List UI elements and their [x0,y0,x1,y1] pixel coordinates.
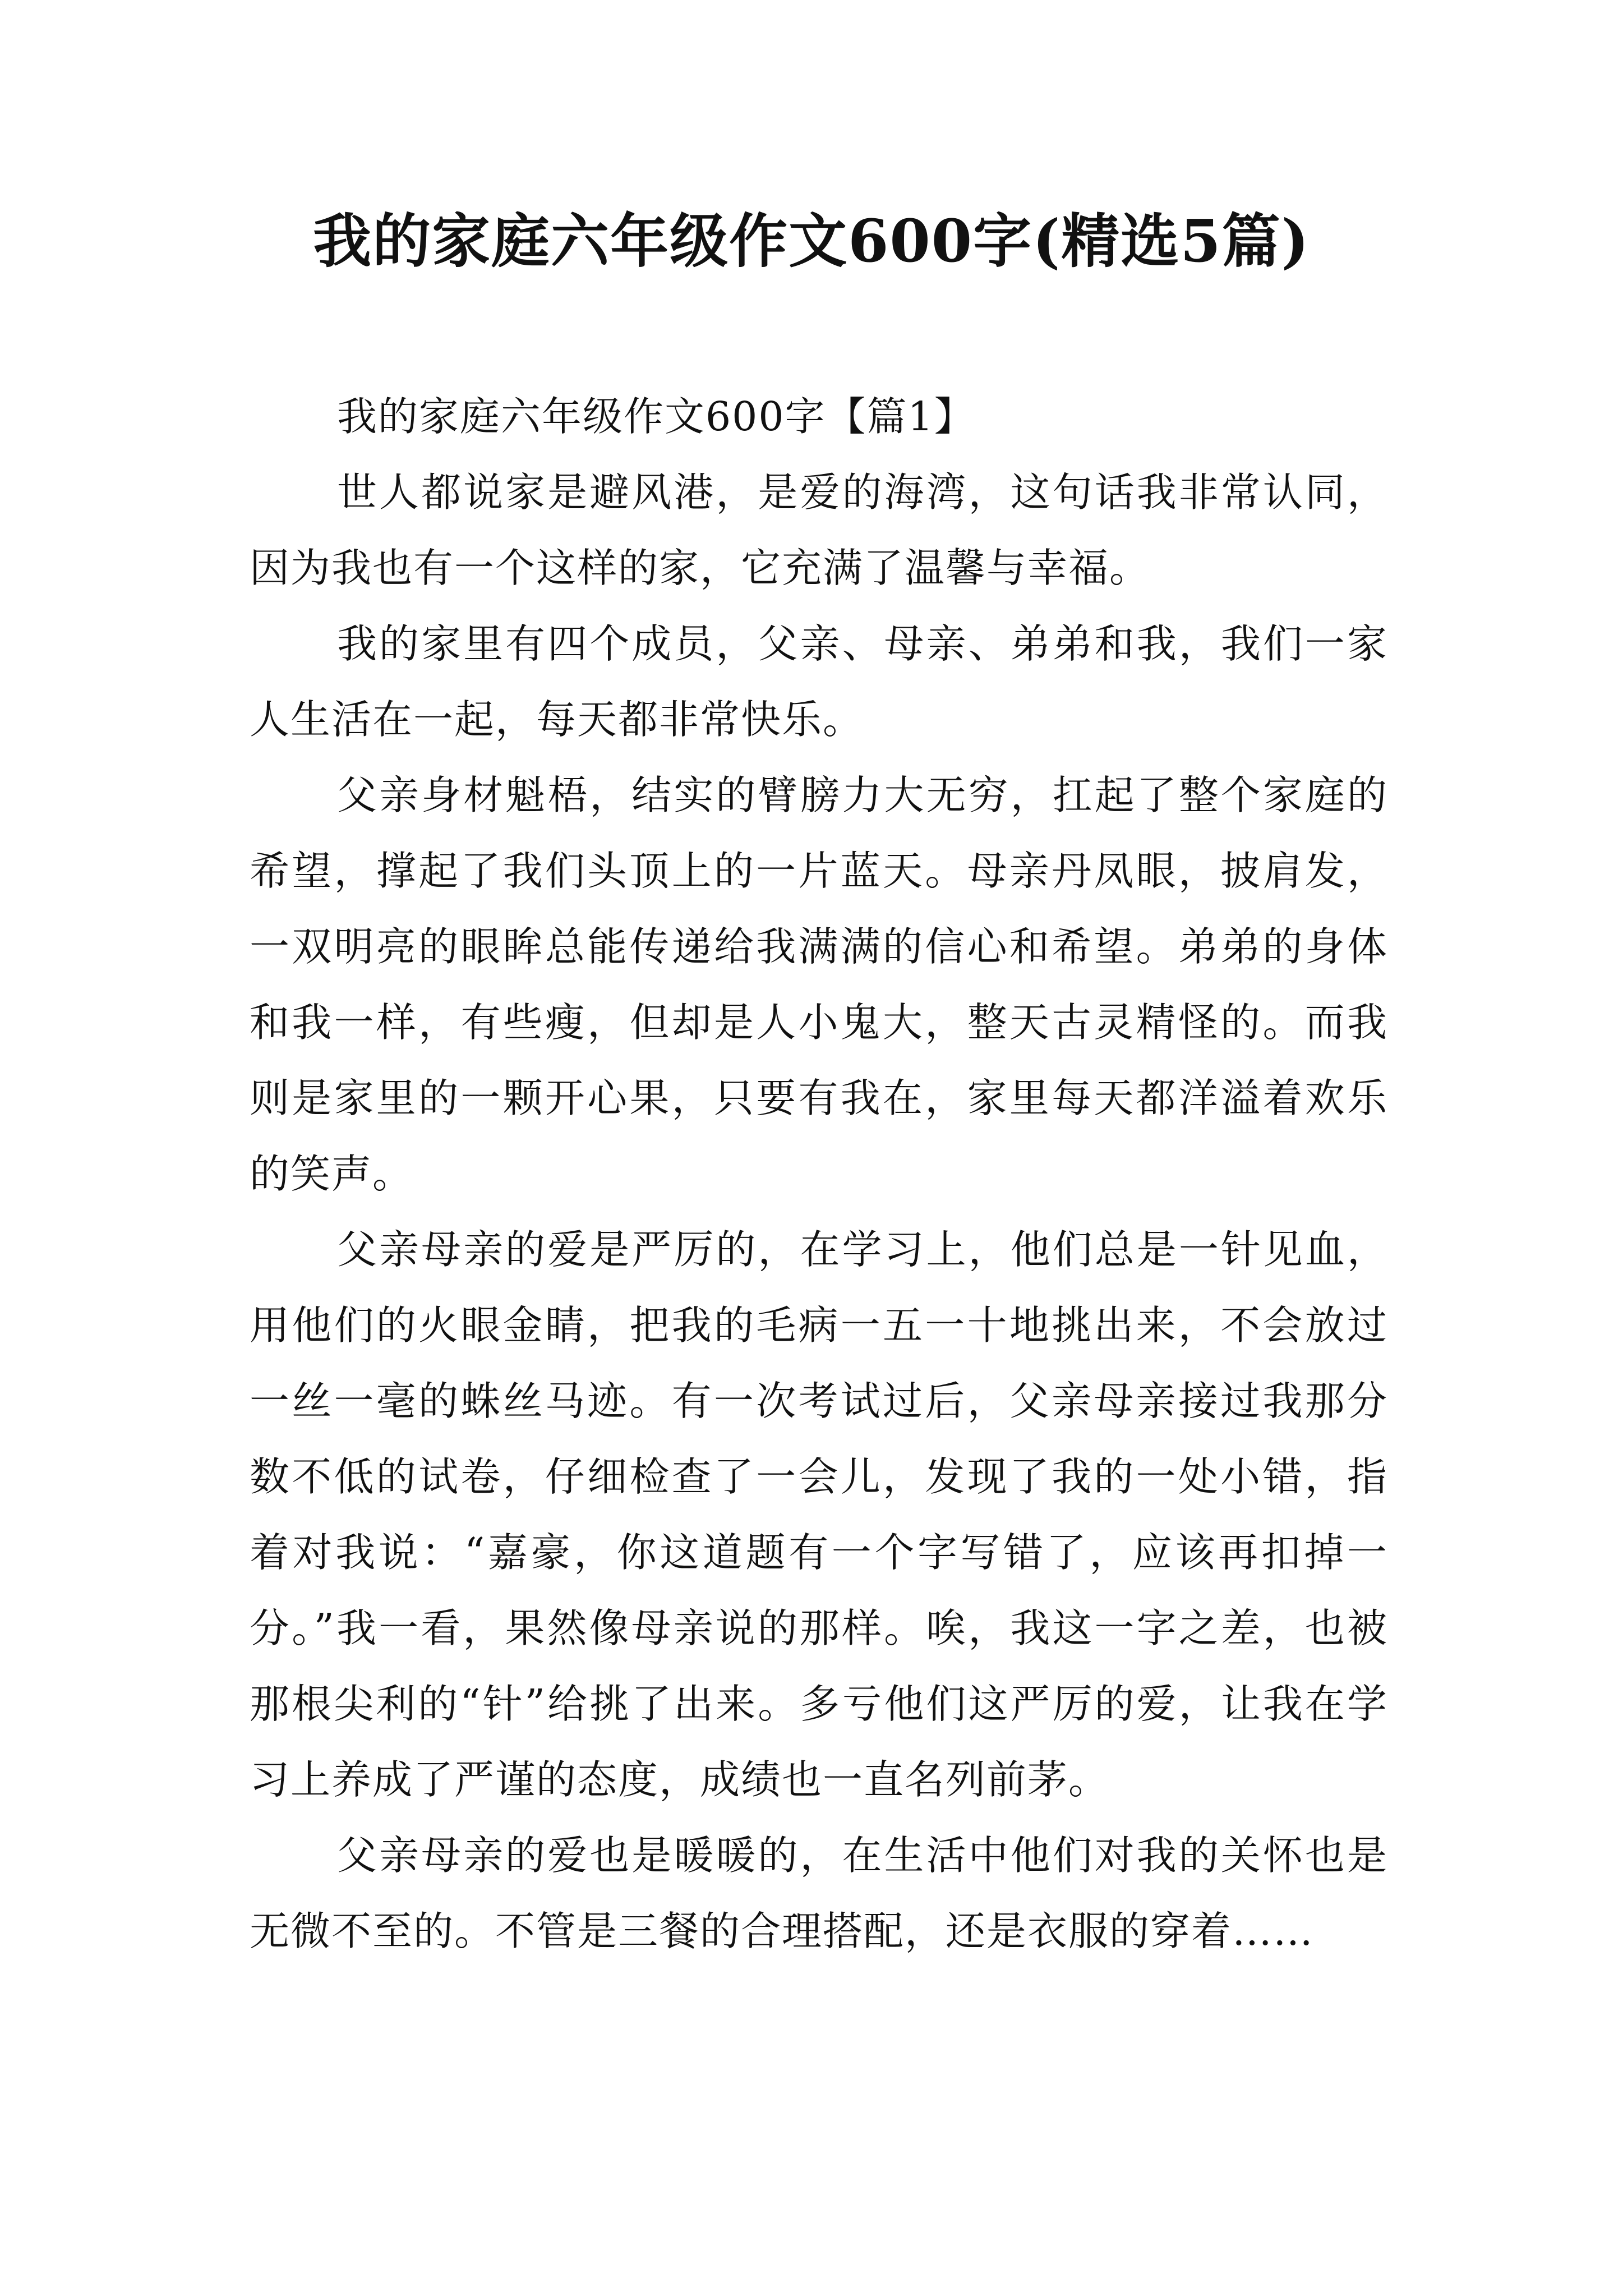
paragraph: 父亲母亲的爱也是暖暖的，在生活中他们对我的关怀也是无微不至的。不管是三餐的合理搭配，还是衣服的穿着…… [250,1832,1388,1954]
paragraph-section-heading: 我的家庭六年级作文600字【篇1】 [337,393,975,440]
document-body [250,379,1388,1969]
paragraph: 我的家里有四个成员，父亲、母亲、弟弟和我，我们一家人生活在一起，每天都非常快乐。 [250,620,1388,743]
paragraph: 父亲身材魁梧，结实的臂膀力大无穷，扛起了整个家庭的希望，撑起了我们头顶上的一片蓝天。母亲丹凤眼，披肩发，一双明亮的眼眸总能传递给我满满的信心和希望。弟弟的身体和我一样，有些瘦，但却是人小鬼大，整天古灵精怪的。而我则是家里的一颗开心果，只要有我在，家里每天都洋溢着欢乐的笑声。 [250,772,1388,1197]
paragraph: 世人都说家是避风港，是爱的海湾，这句话我非常认同，因为我也有一个这样的家，它充满了温馨与幸福。 [250,469,1388,591]
document-title: 我的家庭六年级作文600字(精选5篇) [313,206,1310,275]
paragraph: 父亲母亲的爱是严厉的，在学习上，他们总是一针见血，用他们的火眼金睛，把我的毛病一五一十地挑出来，不会放过一丝一毫的蛛丝马迹。有一次考试过后，父亲母亲接过我那分数不低的试卷，仔细检查了一会儿，发现了我的一处小错，指着对我说：“嘉豪，你这道题有一个字写错了，应该再扣掉一分。”我一看，果然像母亲说的那样。唉，我这一字之差，也被那根尖利的“针”给挑了出来。多亏他们这严厉的爱，让我在学习上养成了严谨的态度，成绩也一直名列前茅。 [250,1226,1388,1803]
